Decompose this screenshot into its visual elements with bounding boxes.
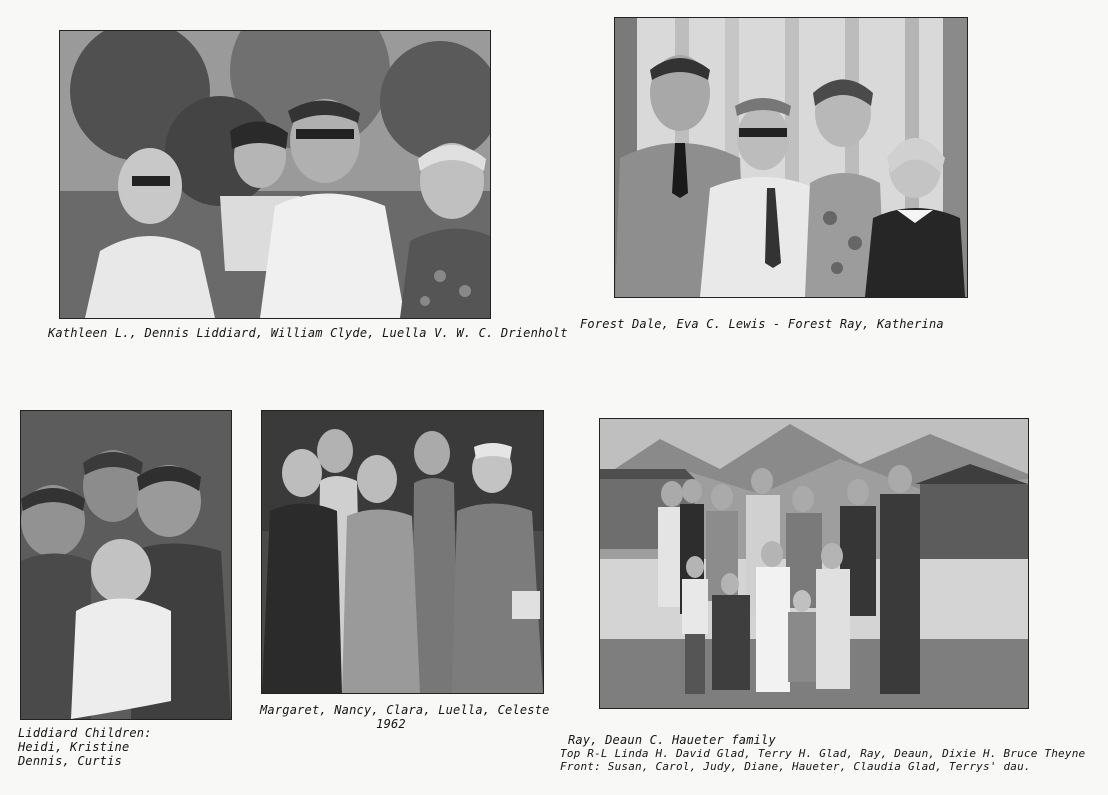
photo-family-curtains-image — [615, 18, 967, 297]
caption-five-women-line1: Margaret, Nancy, Clara, Luella, Celeste — [260, 703, 550, 717]
caption-five-women-line2: 1962 — [376, 717, 406, 731]
photo-liddiard-children-image — [21, 411, 231, 719]
photo-five-women-image — [262, 411, 543, 693]
caption-haueter-family-line2: Top R-L Linda H. David Glad, Terry H. Glad, Ray, Deaun, Dixie H. Bruce Theyne — [560, 747, 1086, 760]
photo-five-women — [261, 410, 544, 694]
caption-photo-family-curtains: Forest Dale, Eva C. Lewis - Forest Ray, Katherina — [580, 317, 944, 331]
photo-family-outdoors-image — [60, 31, 490, 318]
caption-liddiard-children-line3: Dennis, Curtis — [18, 754, 122, 768]
photo-family-curtains — [614, 17, 968, 298]
caption-liddiard-children-line2: Heidi, Kristine — [18, 740, 130, 754]
caption-haueter-family-line1: Ray, Deaun C. Haueter family — [568, 733, 776, 747]
photo-haueter-family-image — [600, 419, 1028, 708]
caption-five-women — [260, 703, 550, 731]
photo-liddiard-children — [20, 410, 232, 720]
photo-haueter-family — [599, 418, 1029, 709]
caption-haueter-family-line3: Front: Susan, Carol, Judy, Diane, Haueter, Claudia Glad, Terrys' dau. — [560, 760, 1031, 773]
photo-family-outdoors — [59, 30, 491, 319]
caption-liddiard-children-line1: Liddiard Children: — [18, 726, 152, 740]
caption-photo-family-outdoors: Kathleen L., Dennis Liddiard, William Clyde, Luella V. W. C. Drienholt — [48, 326, 568, 340]
caption-liddiard-children — [18, 726, 152, 768]
caption-haueter-family — [560, 733, 1085, 773]
